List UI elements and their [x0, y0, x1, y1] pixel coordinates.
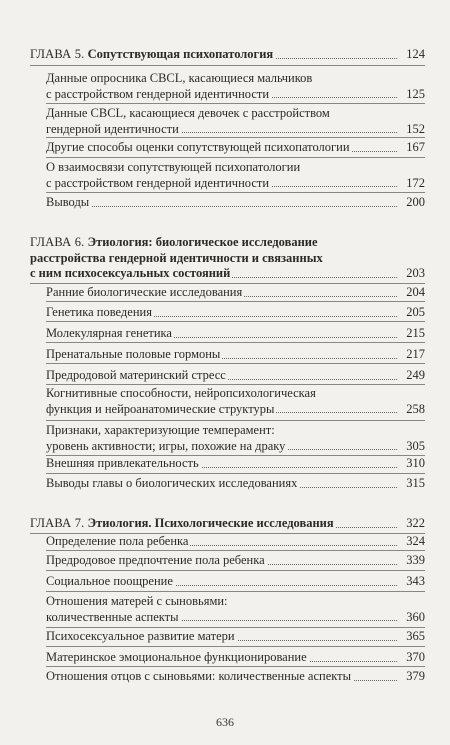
chapter-label: ГЛАВА 6. — [30, 235, 85, 249]
toc-entry — [46, 650, 425, 666]
entry-text: Предродовой материнский стресс — [46, 368, 226, 382]
toc-entry — [46, 574, 425, 590]
page-ref: 322 — [397, 516, 425, 532]
chapter-title: расстройства гендерной идентичности и связанных — [30, 250, 323, 265]
page-ref: 205 — [397, 305, 425, 321]
page-ref: 258 — [397, 402, 425, 418]
chapter-title: Этиология: биологическое исследование — [87, 235, 318, 249]
chapter-title: Этиология. Психологические исследования — [87, 516, 334, 530]
page-ref: 339 — [397, 553, 425, 569]
divider — [46, 591, 425, 592]
chapter-5-heading — [30, 47, 425, 63]
page-ref: 370 — [397, 650, 425, 666]
toc-entry — [46, 553, 425, 569]
page-ref: 172 — [397, 176, 425, 192]
divider — [46, 384, 425, 385]
divider — [46, 570, 425, 571]
page-ref: 152 — [397, 122, 425, 138]
divider — [46, 473, 425, 474]
toc-entry — [46, 71, 425, 102]
page-ref: 217 — [397, 347, 425, 363]
toc-entry — [46, 160, 425, 191]
divider — [46, 137, 425, 138]
divider — [30, 283, 425, 284]
divider — [30, 65, 425, 66]
divider — [46, 550, 425, 551]
toc-entry — [46, 305, 425, 321]
divider — [46, 342, 425, 343]
page-ref: 249 — [397, 368, 425, 384]
toc-entry — [46, 629, 425, 645]
divider — [46, 103, 425, 104]
entry-text: Материнское эмоциональное функционирование — [46, 650, 307, 664]
entry-text: количественные аспекты — [46, 609, 179, 624]
divider — [46, 666, 425, 667]
entry-text: функция и нейроанатомические структуры — [46, 401, 275, 416]
entry-text: Отношения матерей с сыновьями: — [46, 594, 228, 608]
entry-text: Отношения отцов с сыновьями: количественные аспекты — [46, 669, 352, 683]
page-ref: 315 — [397, 476, 425, 492]
entry-text: Ранние биологические исследования — [46, 285, 243, 299]
toc-entry — [46, 423, 425, 454]
entry-text: Признаки, характеризующие темперамент: — [46, 423, 275, 437]
divider — [46, 192, 425, 193]
divider — [46, 646, 425, 647]
toc-entry — [46, 195, 425, 211]
entry-text: Данные опросника CBCL, касающиеся мальчиков — [46, 71, 313, 85]
page-ref: 167 — [397, 140, 425, 156]
toc-entry — [46, 368, 425, 384]
entry-text: Выводы главы о биологических исследованиях — [46, 476, 298, 490]
entry-text: Молекулярная генетика — [46, 326, 172, 340]
entry-text: Пренатальные половые гормоны — [46, 347, 221, 361]
toc-entry — [46, 669, 425, 685]
divider — [46, 627, 425, 628]
entry-text: Предродовое предпочтение пола ребенка — [46, 553, 265, 567]
page-ref: 310 — [397, 456, 425, 472]
page-ref: 204 — [397, 285, 425, 301]
entry-text: Данные CBCL, касающиеся девочек с расстройством — [46, 106, 330, 120]
chapter-label: ГЛАВА 5. — [30, 47, 85, 61]
entry-text: Выводы — [46, 195, 90, 209]
divider — [46, 157, 425, 158]
entry-text: Генетика поведения — [46, 305, 152, 319]
toc-entry — [46, 386, 425, 417]
entry-text: О взаимосвязи сопутствующей психопатологии — [46, 160, 301, 174]
chapter-6-heading — [30, 235, 425, 282]
chapter-label: ГЛАВА 7. — [30, 516, 85, 530]
entry-text: Другие способы оценки сопутствующей психопатологии — [46, 140, 350, 154]
toc-entry — [46, 534, 425, 550]
chapter-title: Сопутствующая психопатология — [87, 47, 274, 61]
page-ref: 200 — [397, 195, 425, 211]
chapter-7-heading — [30, 516, 425, 532]
toc-entry — [46, 594, 425, 625]
toc-entry — [46, 285, 425, 301]
entry-text: гендерной идентичности — [46, 121, 179, 136]
page-ref: 125 — [397, 87, 425, 103]
toc-entry — [46, 476, 425, 492]
toc-entry — [46, 326, 425, 342]
page-number: 636 — [216, 715, 234, 729]
page-ref: 215 — [397, 326, 425, 342]
toc-entry — [46, 140, 425, 156]
entry-text: Определение пола ребенка — [46, 534, 189, 548]
toc-entry — [46, 106, 425, 137]
entry-text: Психосексуальное развитие матери — [46, 629, 235, 643]
page-ref: 379 — [397, 669, 425, 685]
entry-text: с расстройством гендерной идентичности — [46, 175, 270, 190]
chapter-title: с ним психосексуальных состояний — [30, 266, 231, 280]
entry-text: Внешняя привлекательность — [46, 456, 199, 470]
divider — [46, 420, 425, 421]
entry-text: уровень активности; игры, похожие на драку — [46, 438, 286, 453]
toc-entry — [46, 347, 425, 363]
page-ref: 343 — [397, 574, 425, 590]
entry-text: Социальное поощрение — [46, 574, 173, 588]
page-ref: 203 — [397, 266, 425, 282]
page-ref: 324 — [397, 534, 425, 550]
page-ref: 305 — [397, 439, 425, 455]
divider — [46, 301, 425, 302]
entry-text: Когнитивные способности, нейропсихологическая — [46, 386, 316, 400]
toc-entry — [46, 456, 425, 472]
divider — [46, 363, 425, 364]
divider — [46, 321, 425, 322]
entry-text: с расстройством гендерной идентичности — [46, 86, 270, 101]
page-ref: 365 — [397, 629, 425, 645]
page-ref: 360 — [397, 610, 425, 626]
page-ref: 124 — [397, 47, 425, 63]
